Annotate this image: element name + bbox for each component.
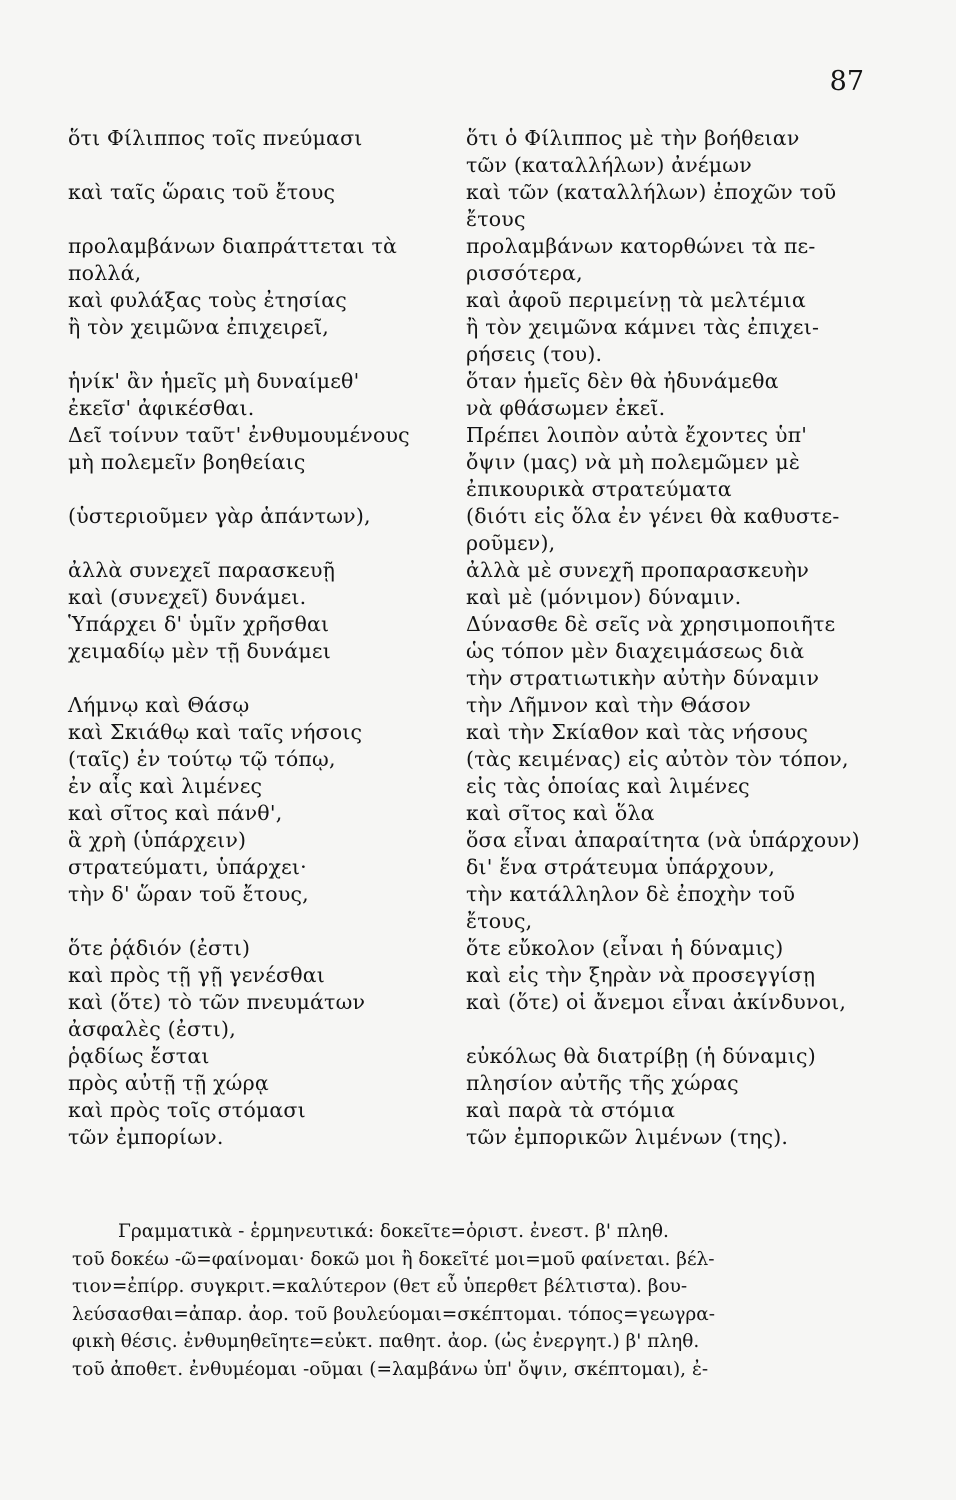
text-line: καὶ τὴν Σκίαθον καὶ τὰς νήσους: [466, 720, 809, 744]
text-line: ὅτε ῥᾴδιόν (ἐστι): [68, 936, 251, 960]
text-line: ἐν αἷς καὶ λιμένες: [68, 774, 263, 798]
text-line: χειμαδίῳ μὲν τῇ δυνάμει: [68, 639, 331, 663]
text-line: ἡνίκ' ἂν ἡμεῖς μὴ δυναίμεθ': [68, 369, 360, 393]
text-line: ἢ τὸν χειμῶνα κάμνει τὰς ἐπιχει-: [466, 315, 820, 339]
text-line: Ὑπάρχει δ' ὑμῖν χρῆσθαι: [68, 612, 330, 636]
text-line: Δεῖ τοίνυν ταῦτ' ἐνθυμουμένους: [68, 423, 410, 447]
text-line: (διότι εἰς ὅλα ἐν γένει θὰ καθυστε-: [466, 504, 840, 528]
text-line: ὅτι ὁ Φίλιππος μὲ τὴν βοήθειαν: [466, 126, 800, 150]
text-line: ἢ τὸν χειμῶνα ἐπιχειρεῖ,: [68, 315, 330, 339]
text-line: (τὰς κειμένας) εἰς αὐτὸν τὸν τόπον,: [466, 747, 849, 771]
text-line: καὶ σῖτος καὶ πάνθ',: [68, 801, 283, 825]
text-line: ρισσότερα,: [466, 261, 583, 285]
text-line: πρὸς αὐτῇ τῇ χώρᾳ: [68, 1071, 269, 1095]
text-line: καὶ ἀφοῦ περιμείνῃ τὰ μελτέμια: [466, 288, 806, 312]
text-line: προλαμβάνων διαπράττεται τὰ: [68, 234, 398, 258]
text-line: καὶ εἰς τὴν ξηρὰν νὰ προσεγγίσῃ: [466, 963, 816, 987]
note-line: τιον=ἐπίρρ. συγκριτ.=καλύτερον (θετ εὖ ὑπερθετ βέλτιστα). βου-: [72, 1276, 688, 1297]
text-line: ροῦμεν),: [466, 531, 556, 555]
text-line: καὶ πρὸς τοῖς στόμασι: [68, 1098, 306, 1122]
text-line: στρατεύματι, ὑπάρχει·: [68, 855, 307, 879]
text-line: καὶ (συνεχεῖ) δυνάμει.: [68, 585, 307, 609]
text-line: καὶ ταῖς ὥραις τοῦ ἔτους: [68, 180, 336, 204]
text-line: (ταῖς) ἐν τούτῳ τῷ τόπῳ,: [68, 747, 336, 771]
text-line: τὴν στρατιωτικὴν αὐτὴν δύναμιν: [466, 666, 820, 690]
note-line: Γραμματικὰ - ἑρμηνευτικά: δοκεῖτε=ὁριστ. ἐνεστ. β' πληθ.: [118, 1221, 669, 1242]
page-number: 87: [829, 66, 864, 97]
text-line: [68, 530, 460, 557]
text-line: τὴν Λῆμνον καὶ τὴν Θάσον: [466, 693, 751, 717]
text-line: Πρέπει λοιπὸν αὐτὰ ἔχοντες ὑπ': [466, 423, 808, 447]
text-line: ὡς τόπον μὲν διαχειμάσεως διὰ: [466, 639, 805, 663]
text-line: καὶ σῖτος καὶ ὅλα: [466, 801, 655, 825]
text-line: καὶ παρὰ τὰ στόμια: [466, 1098, 676, 1122]
text-line: ὄψιν (μας) νὰ μὴ πολεμῶμεν μὲ: [466, 450, 801, 474]
text-line: τὴν κατάλληλον δὲ ἐποχὴν τοῦ: [466, 882, 796, 906]
text-line: (ὑστεριοῦμεν γὰρ ἁπάντων),: [68, 504, 371, 528]
text-line: [68, 908, 460, 935]
text-line: δι' ἕνα στράτευμα ὑπάρχουν,: [466, 855, 776, 879]
text-line: [68, 665, 460, 692]
text-line: καὶ (ὅτε) τὸ τῶν πνευμάτων: [68, 990, 366, 1014]
text-line: ἐπικουρικὰ στρατεύματα: [466, 477, 732, 501]
text-line: εἰς τὰς ὁποίας καὶ λιμένες: [466, 774, 750, 798]
text-line: [68, 341, 460, 368]
text-line: Λήμνῳ καὶ Θάσῳ: [68, 693, 250, 717]
text-line: καὶ Σκιάθῳ καὶ ταῖς νήσοις: [68, 720, 363, 744]
note-line: τοῦ δοκέω -ῶ=φαίνομαι· δοκῶ μοι ἢ δοκεῖτέ μοι=μοῦ φαίνεται. βέλ-: [72, 1248, 715, 1270]
text-line: καὶ (ὅτε) οἱ ἄνεμοι εἶναι ἀκίνδυνοι,: [466, 990, 847, 1014]
text-line: [68, 206, 460, 233]
text-line: ἐκεῖσ' ἀφικέσθαι.: [68, 396, 255, 420]
note-line: τοῦ ἀποθετ. ἐνθυμέομαι -οῦμαι (=λαμβάνω ὑπ' ὄψιν, σκέπτομαι), ἐ-: [72, 1358, 709, 1380]
text-line: τῶν ἐμπορικῶν λιμένων (της).: [466, 1125, 789, 1149]
text-line: ἀλλὰ συνεχεῖ παρασκευῇ: [68, 558, 336, 582]
text-line: καὶ τῶν (καταλλήλων) ἐποχῶν τοῦ: [466, 180, 837, 204]
text-line: εὐκόλως θὰ διατρίβῃ (ἡ δύναμις): [466, 1044, 816, 1068]
modern-translation-column: [466, 125, 886, 1151]
text-line: ὅτι Φίλιππος τοῖς πνεύμασι: [68, 126, 363, 150]
greek-original-column: [68, 125, 460, 1151]
text-line: [466, 1016, 886, 1043]
text-line: καὶ μὲ (μόνιμον) δύναμιν.: [466, 585, 742, 609]
text-line: ἃ χρὴ (ὑπάρχειν): [68, 828, 247, 852]
text-line: ἀλλὰ μὲ συνεχῆ προπαρασκευὴν: [466, 558, 810, 582]
text-line: ἀσφαλὲς (ἐστι),: [68, 1017, 236, 1041]
text-line: τὴν δ' ὥραν τοῦ ἔτους,: [68, 882, 309, 906]
text-line: καὶ πρὸς τῇ γῇ γενέσθαι: [68, 963, 326, 987]
text-line: νὰ φθάσωμεν ἐκεῖ.: [466, 396, 666, 420]
text-line: ρήσεις (του).: [466, 342, 603, 366]
text-line: ὅτε εὔκολον (εἶναι ἡ δύναμις): [466, 936, 784, 960]
text-line: [68, 476, 460, 503]
text-line: ἔτους,: [466, 909, 533, 933]
text-line: πολλά,: [68, 261, 142, 285]
text-line: τῶν (καταλλήλων) ἀνέμων: [466, 153, 752, 177]
text-line: πλησίον αὐτῆς τῆς χώρας: [466, 1071, 739, 1095]
text-line: [68, 152, 460, 179]
text-line: ῥᾳδίως ἔσται: [68, 1044, 210, 1068]
text-line: προλαμβάνων κατορθώνει τὰ πε-: [466, 234, 816, 258]
note-line: φικὴ θέσις. ἐνθυμηθεῖητε=εὐκτ. παθητ. ἀορ. (ὡς ἐνεργητ.) β' πληθ.: [72, 1331, 700, 1352]
text-line: ὅσα εἶναι ἀπαραίτητα (νὰ ὑπάρχουν): [466, 828, 860, 852]
grammar-notes: [72, 1218, 876, 1383]
text-line: καὶ φυλάξας τοὺς ἐτησίας: [68, 288, 347, 312]
text-line: τῶν ἐμπορίων.: [68, 1125, 224, 1149]
note-line: λεύσασθαι=ἀπαρ. ἀορ. τοῦ βουλεύομαι=σκέπτομαι. τόπος=γεωγρα-: [72, 1303, 716, 1325]
text-line: μὴ πολεμεῖν βοηθείαις: [68, 450, 306, 474]
text-line: ἔτους: [466, 207, 526, 231]
text-line: ὅταν ἡμεῖς δὲν θὰ ἠδυνάμεθα: [466, 369, 779, 393]
text-line: Δύνασθε δὲ σεῖς νὰ χρησιμοποιῆτε: [466, 612, 836, 636]
